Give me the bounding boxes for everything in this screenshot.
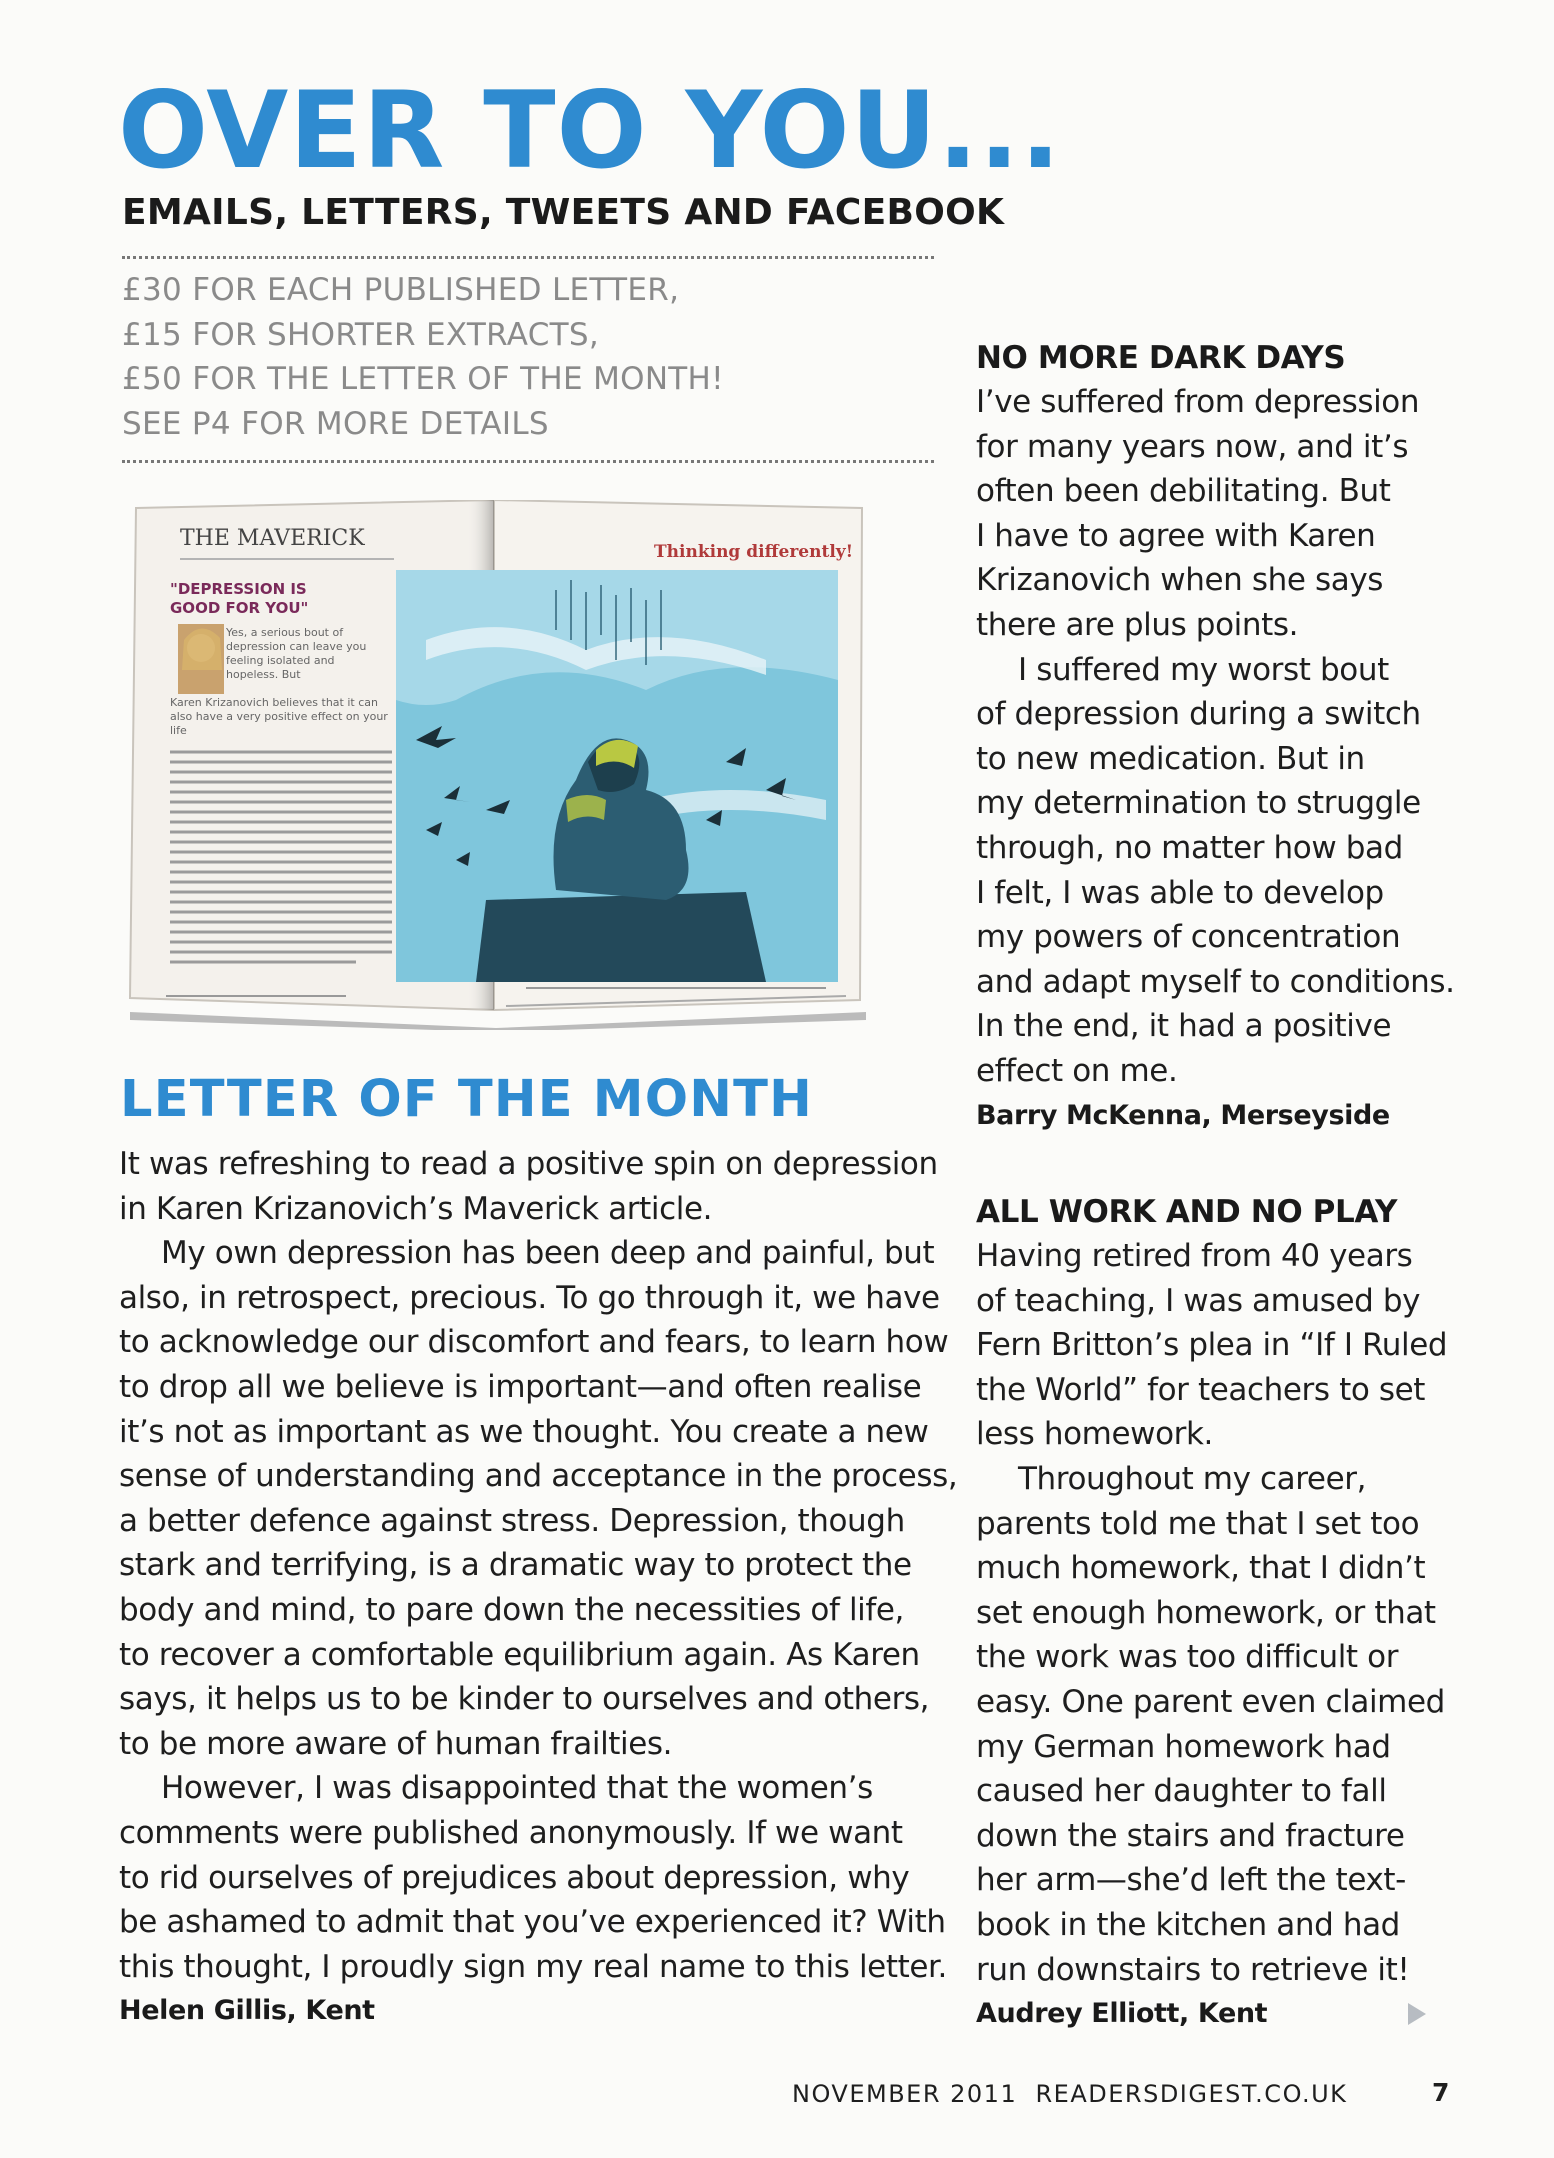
text-line: book in the kitchen and had	[976, 1906, 1400, 1943]
footer-site: READERSDIGEST.CO.UK	[1035, 2080, 1348, 2108]
text-line: also, in retrospect, precious. To go through it, we have	[119, 1279, 940, 1316]
magazine-right-heading: Thinking differently!	[654, 542, 854, 562]
magazine-spread-image	[126, 500, 866, 1030]
text-line: be ashamed to admit that you’ve experienced it? With	[119, 1904, 946, 1941]
text-line: of teaching, I was amused by	[976, 1282, 1421, 1319]
text-line: caused her daughter to fall	[976, 1773, 1387, 1810]
letter-work-play	[976, 1190, 1456, 2034]
dotted-divider-top	[122, 256, 934, 259]
text-line: for many years now, and it’s	[976, 428, 1409, 465]
text-line: my German homework had	[976, 1728, 1391, 1765]
text-line: often been debilitating. But	[976, 473, 1391, 510]
magazine-headline-line: GOOD FOR YOU"	[170, 599, 309, 617]
letter-heading: ALL WORK AND NO PLAY	[976, 1194, 1398, 1230]
text-line: my determination to struggle	[976, 785, 1421, 822]
text-line: I’ve suffered from depression	[976, 384, 1420, 420]
text-line: to rid ourselves of prejudices about depression, why	[119, 1859, 910, 1896]
text-line: My own depression has been deep and painful, but	[161, 1235, 935, 1272]
text-line: the World” for teachers to set	[976, 1371, 1426, 1408]
letter-signature: Helen Gillis, Kent	[119, 1995, 375, 2027]
text-line: of depression during a switch	[976, 696, 1421, 733]
text-line: to drop all we believe is important—and often realise	[119, 1368, 922, 1405]
text-line: much homework, that I didn’t	[976, 1550, 1426, 1587]
page-footer	[792, 2080, 1347, 2108]
text-line: parents told me that I set too	[976, 1505, 1420, 1542]
text-line: body and mind, to pare down the necessities of life,	[119, 1591, 905, 1628]
text-line: In the end, it had a positive	[976, 1008, 1392, 1045]
text-line: the work was too difficult or	[976, 1639, 1399, 1676]
text-line: sense of understanding and acceptance in the process,	[119, 1458, 958, 1495]
footer-issue: NOVEMBER 2011	[792, 2080, 1018, 2108]
magazine-headline-line: "DEPRESSION IS	[170, 580, 307, 598]
text-line: I have to agree with Karen	[976, 517, 1376, 554]
magazine-intro: Yes, a serious bout of depression can leave you feeling isolated and hopeless. But	[226, 626, 367, 681]
letter-heading: NO MORE DARK DAYS	[976, 340, 1346, 376]
text-line: less homework.	[976, 1416, 1213, 1453]
dotted-divider-bottom	[122, 460, 934, 463]
page-title: OVER TO YOU...	[118, 69, 1062, 192]
text-line: through, no matter how bad	[976, 829, 1403, 866]
text-line: However, I was disappointed that the women’s	[161, 1770, 873, 1807]
text-line: set enough homework, or that	[976, 1594, 1436, 1631]
letter-of-month-heading: LETTER OF THE MONTH	[120, 1070, 814, 1129]
text-line: Krizanovich when she says	[976, 562, 1384, 599]
text-line: Having retired from 40 years	[976, 1238, 1413, 1274]
text-line: effect on me.	[976, 1052, 1178, 1089]
payment-line: £15 FOR SHORTER EXTRACTS,	[122, 316, 600, 353]
text-line: easy. One parent even claimed	[976, 1683, 1445, 1720]
page-number: 7	[1432, 2078, 1450, 2107]
text-line: it’s not as important as we thought. You create a new	[119, 1413, 929, 1450]
text-line: in Karen Krizanovich’s Maverick article.	[119, 1190, 713, 1227]
text-line: her arm—she’d left the text-	[976, 1862, 1406, 1899]
text-line: run downstairs to retrieve it!	[976, 1951, 1410, 1988]
payment-line: £30 FOR EACH PUBLISHED LETTER,	[122, 272, 680, 308]
text-line: this thought, I proudly sign my real name to this letter.	[119, 1948, 947, 1985]
letter-dark-days	[976, 336, 1456, 1136]
text-line: Throughout my career,	[1018, 1460, 1367, 1497]
text-line: my powers of concentration	[976, 919, 1401, 956]
text-line: It was refreshing to read a positive spin on depression	[119, 1146, 938, 1182]
magazine-author-line: Karen Krizanovich believes that it can also have a very positive effect on your life	[170, 696, 388, 737]
magazine-section-title: THE MAVERICK	[180, 524, 394, 560]
text-line: down the stairs and fracture	[976, 1817, 1405, 1854]
text-line: says, it helps us to be kinder to ourselves and others,	[119, 1681, 930, 1718]
letter-signature: Barry McKenna, Merseyside	[976, 1099, 1390, 1131]
text-line: to recover a comfortable equilibrium again. As Karen	[119, 1636, 920, 1673]
text-line: to new medication. But in	[976, 740, 1365, 777]
text-line: comments were published anonymously. If we want	[119, 1814, 903, 1851]
letter-signature: Audrey Elliott, Kent	[976, 1998, 1268, 2030]
letter-of-month-body	[119, 1142, 958, 2031]
magazine-headline	[170, 580, 308, 618]
payment-info	[122, 268, 724, 446]
page-subtitle: EMAILS, LETTERS, TWEETS AND FACEBOOK	[122, 192, 1005, 233]
text-line: stark and terrifying, is a dramatic way to protect the	[119, 1547, 912, 1584]
payment-line: £50 FOR THE LETTER OF THE MONTH!	[122, 361, 724, 397]
payment-line: SEE P4 FOR MORE DETAILS	[122, 405, 549, 442]
text-line: and adapt myself to conditions.	[976, 963, 1455, 1000]
continue-arrow-icon	[1408, 2003, 1426, 2025]
text-line: I felt, I was able to develop	[976, 874, 1384, 911]
text-line: a better defence against stress. Depression, though	[119, 1502, 905, 1539]
text-line: Fern Britton’s plea in “If I Ruled	[976, 1327, 1448, 1364]
text-line: I suffered my worst bout	[1018, 651, 1389, 688]
text-line: to be more aware of human frailties.	[119, 1725, 673, 1762]
text-line: to acknowledge our discomfort and fears, to learn how	[119, 1324, 949, 1361]
text-line: there are plus points.	[976, 606, 1299, 643]
